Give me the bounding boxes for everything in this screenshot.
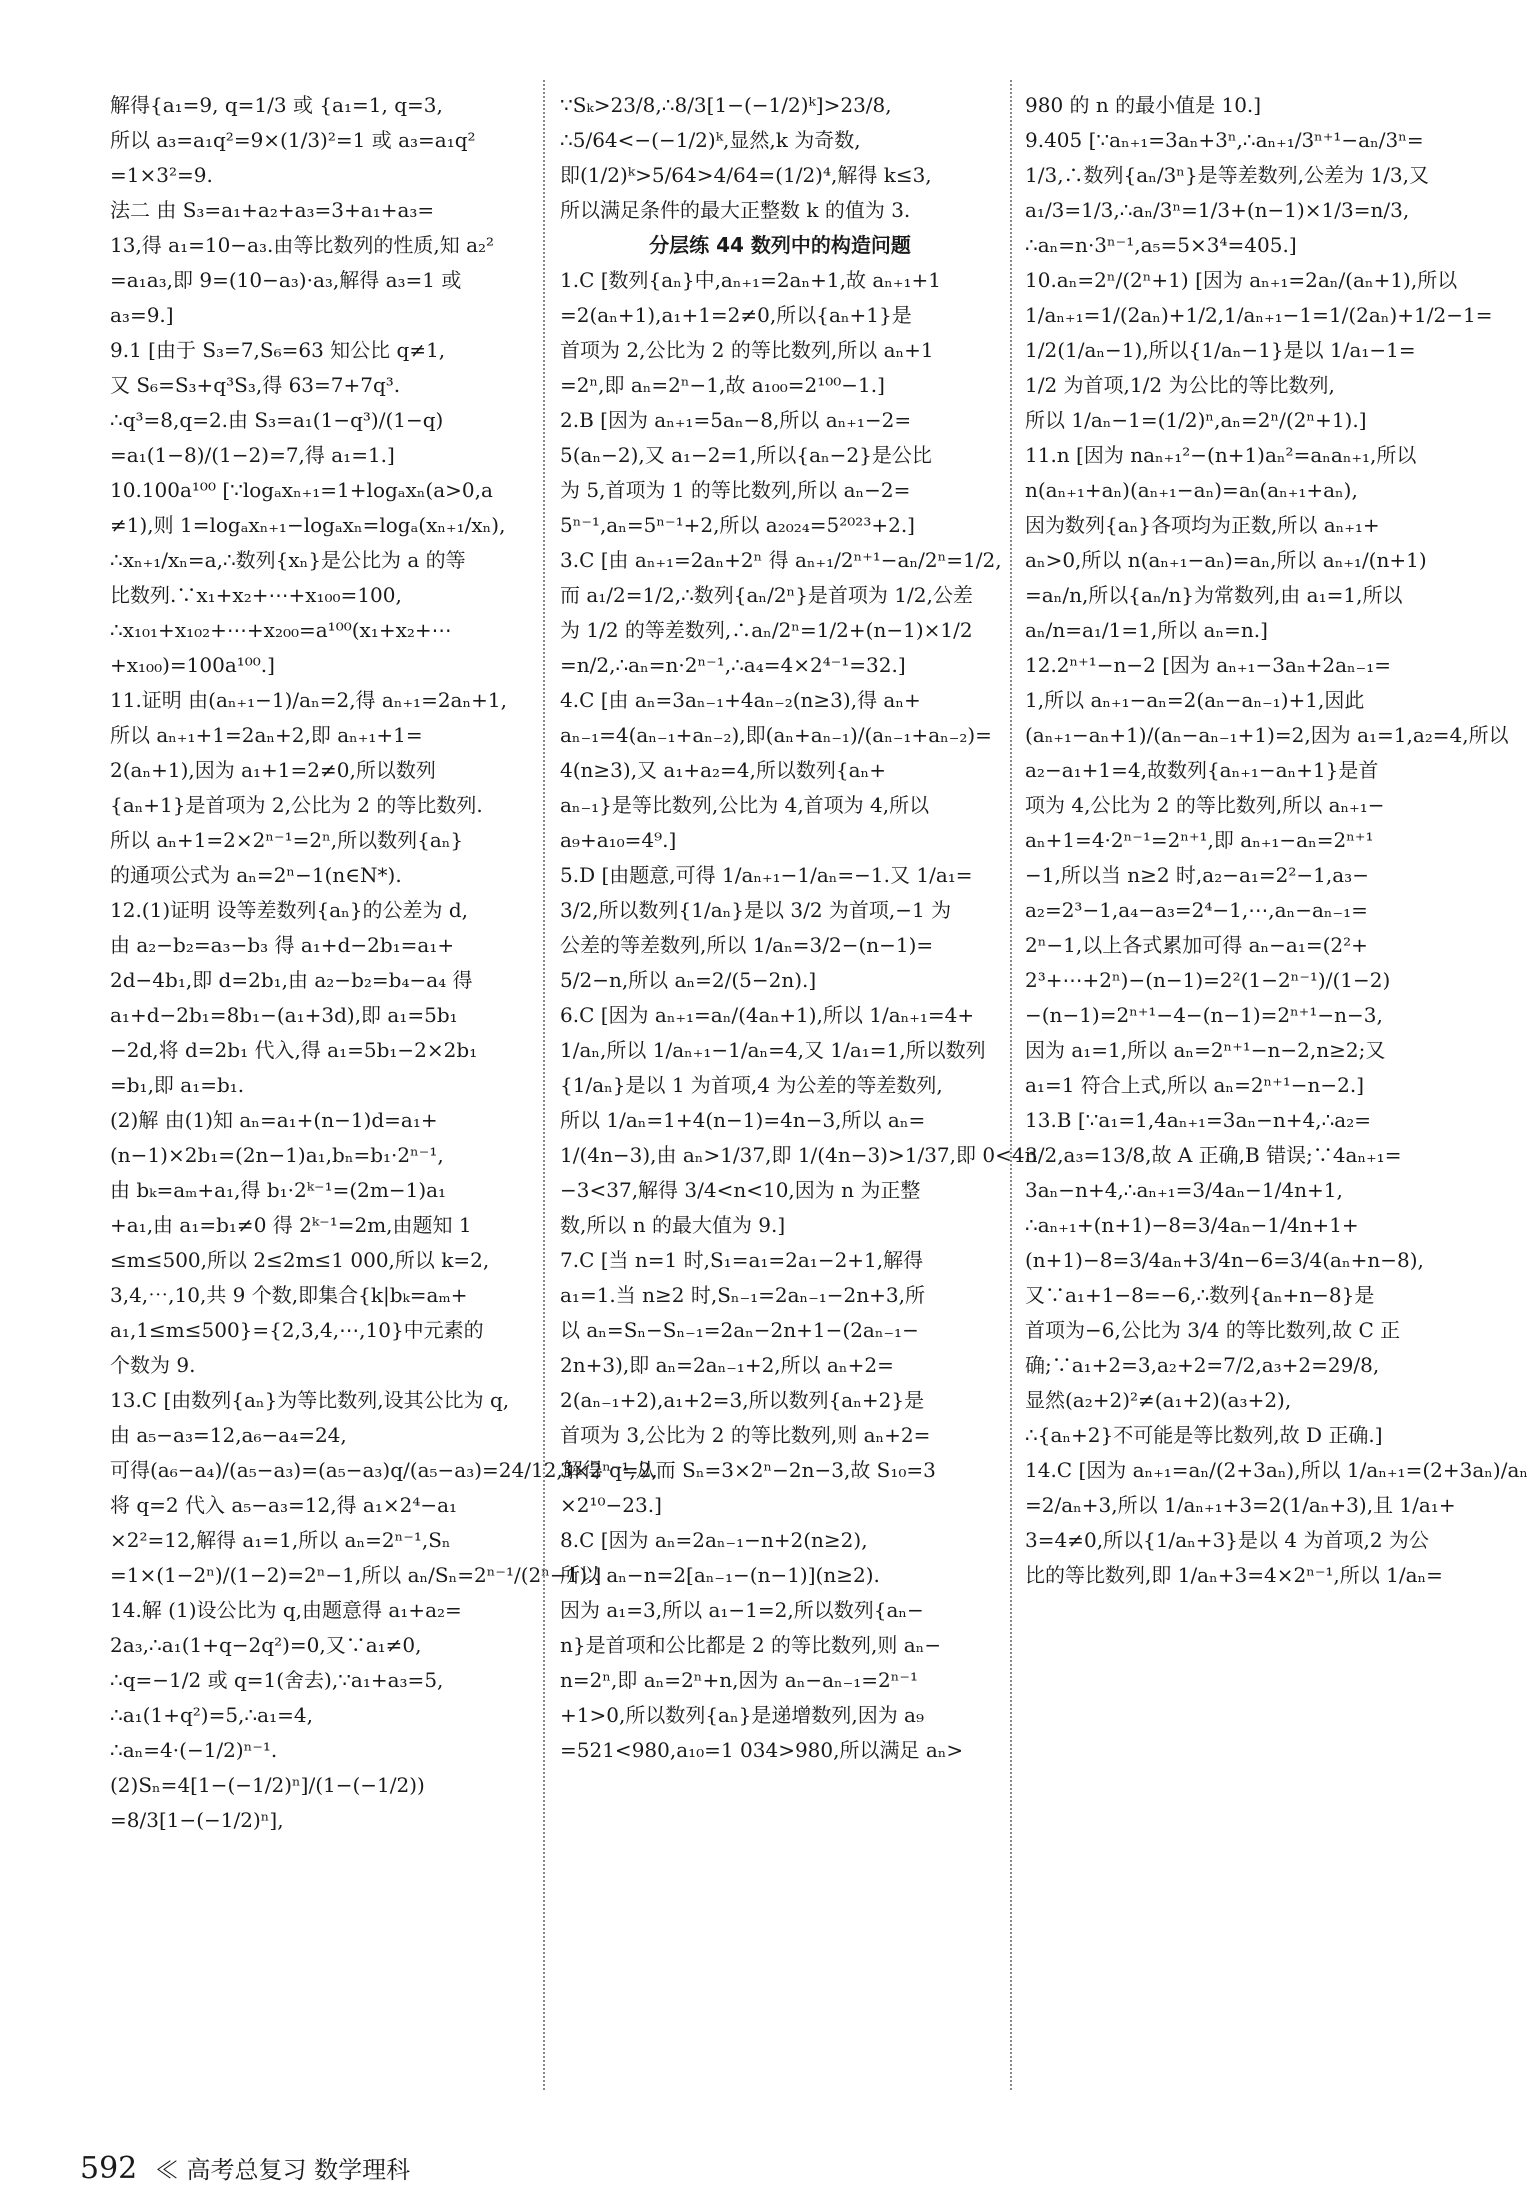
text-line: 2(aₙ₋₁+2),a₁+2=3,所以数列{aₙ+2}是 [560, 1388, 925, 1412]
text-line: a₁,1≤m≤500}={2,3,4,⋯,10}中元素的 [110, 1318, 484, 1342]
text-line: 12.2ⁿ⁺¹−n−2 [因为 aₙ₊₁−3aₙ+2aₙ₋₁= [1025, 653, 1391, 677]
text-line: 因为 a₁=1,所以 aₙ=2ⁿ⁺¹−n−2,n≥2;又 [1025, 1038, 1386, 1062]
text-line: 11.n [因为 naₙ₊₁²−(n+1)aₙ²=aₙaₙ₊₁,所以 [1025, 443, 1417, 467]
text-line: 可得(a₆−a₄)/(a₅−a₃)=(a₅−a₃)q/(a₅−a₃)=24/12,解得 q=2, [110, 1458, 658, 1482]
text-line: ∴5/64<−(−1/2)ᵏ,显然,k 为奇数, [560, 128, 861, 152]
text-line: 由 a₅−a₃=12,a₆−a₄=24, [110, 1423, 347, 1447]
text-line: 3×2ⁿ⁻¹,从而 Sₙ=3×2ⁿ−2n−3,故 S₁₀=3 [560, 1458, 936, 1482]
text-line: 1,所以 aₙ₊₁−aₙ=2(aₙ−aₙ₋₁)+1,因此 [1025, 688, 1365, 712]
text-line: =a₁(1−8)/(1−2)=7,得 a₁=1.] [110, 443, 395, 467]
text-line: a₂−a₁+1=4,故数列{aₙ₊₁−aₙ+1}是首 [1025, 758, 1379, 782]
text-line: 首项为−6,公比为 3/4 的等比数列,故 C 正 [1025, 1318, 1401, 1342]
text-line: 2a₃,∴a₁(1+q−2q²)=0,又∵a₁≠0, [110, 1633, 422, 1657]
text-line: ∴aₙ₊₁+(n+1)−8=3/4aₙ−1/4n+1+ [1025, 1213, 1359, 1237]
text-line: 所以 a₃=a₁q²=9×(1/3)²=1 或 a₃=a₁q² [110, 128, 476, 152]
text-line: a₉+a₁₀=4⁹.] [560, 828, 677, 852]
text-line: +a₁,由 a₁=b₁≠0 得 2ᵏ⁻¹=2m,由题知 1 [110, 1213, 472, 1237]
text-line: aₙ/n=a₁/1=1,所以 aₙ=n.] [1025, 618, 1268, 642]
text-line: ∴a₁(1+q²)=5,∴a₁=4, [110, 1703, 313, 1727]
text-line: 所以 aₙ₊₁+1=2aₙ+2,即 aₙ₊₁+1= [110, 723, 423, 747]
text-line: 3.C [由 aₙ₊₁=2aₙ+2ⁿ 得 aₙ₊₁/2ⁿ⁺¹−aₙ/2ⁿ=1/2, [560, 548, 1002, 572]
text-line: 1/3,∴数列{aₙ/3ⁿ}是等差数列,公差为 1/3,又 [1025, 163, 1429, 187]
text-line: 980 的 n 的最小值是 10.] [1025, 93, 1262, 117]
text-line: n=2ⁿ,即 aₙ=2ⁿ+n,因为 aₙ−aₙ₋₁=2ⁿ⁻¹ [560, 1668, 918, 1692]
column-divider [1010, 80, 1012, 2090]
text-line: 1.C [数列{aₙ}中,aₙ₊₁=2aₙ+1,故 aₙ₊₁+1 [560, 268, 941, 292]
text-line: 个数为 9. [110, 1353, 196, 1377]
text-line: 9.405 [∵aₙ₊₁=3aₙ+3ⁿ,∴aₙ₊₁/3ⁿ⁺¹−aₙ/3ⁿ= [1025, 128, 1424, 152]
text-line: 10.aₙ=2ⁿ/(2ⁿ+1) [因为 aₙ₊₁=2aₙ/(aₙ+1),所以 [1025, 268, 1458, 292]
text-line: =2ⁿ,即 aₙ=2ⁿ−1,故 a₁₀₀=2¹⁰⁰−1.] [560, 373, 885, 397]
text-line: n(aₙ₊₁+aₙ)(aₙ₊₁−aₙ)=aₙ(aₙ₊₁+aₙ), [1025, 478, 1358, 502]
text-line: 4.C [由 aₙ=3aₙ₋₁+4aₙ₋₂(n≥3),得 aₙ+ [560, 688, 921, 712]
text-line: =521<980,a₁₀=1 034>980,所以满足 aₙ> [560, 1738, 964, 1762]
section-heading: 分层练 44 数列中的构造问题 [649, 233, 911, 257]
text-line: 7.C [当 n=1 时,S₁=a₁=2a₁−2+1,解得 [560, 1248, 924, 1272]
text-line: 项为 4,公比为 2 的等比数列,所以 aₙ₊₁− [1025, 793, 1385, 817]
text-line: =1×(1−2ⁿ)/(1−2)=2ⁿ−1,所以 aₙ/Sₙ=2ⁿ⁻¹/(2ⁿ−1).] [110, 1563, 602, 1587]
text-line: a₁=1.当 n≥2 时,Sₙ₋₁=2aₙ₋₁−2n+3,所 [560, 1283, 925, 1307]
text-line: =2/aₙ+3,所以 1/aₙ₊₁+3=2(1/aₙ+3),且 1/a₁+ [1025, 1493, 1456, 1517]
text-line: 的通项公式为 aₙ=2ⁿ−1(n∈N*). [110, 863, 402, 887]
text-line: ≠1),则 1=logₐxₙ₊₁−logₐxₙ=logₐ(xₙ₊₁/xₙ), [110, 513, 506, 537]
text-line: 为 5,首项为 1 的等比数列,所以 aₙ−2= [560, 478, 911, 502]
text-line: ×2²=12,解得 a₁=1,所以 aₙ=2ⁿ⁻¹,Sₙ [110, 1528, 451, 1552]
text-line: (aₙ₊₁−aₙ+1)/(aₙ−aₙ₋₁+1)=2,因为 a₁=1,a₂=4,所以 [1025, 723, 1509, 747]
text-line: aₙ₋₁}是等比数列,公比为 4,首项为 4,所以 [560, 793, 930, 817]
text-line: 5/2−n,所以 aₙ=2/(5−2n).] [560, 968, 817, 992]
text-line: =a₁a₃,即 9=(10−a₃)·a₃,解得 a₃=1 或 [110, 268, 462, 292]
page-footer [80, 2150, 410, 2186]
text-line: +1>0,所以数列{aₙ}是递增数列,因为 a₉ [560, 1703, 925, 1727]
text-line: {aₙ+1}是首项为 2,公比为 2 的等比数列. [110, 793, 483, 817]
text-line: a₁/3=1/3,∴aₙ/3ⁿ=1/3+(n−1)×1/3=n/3, [1025, 198, 1410, 222]
text-line: 由 a₂−b₂=a₃−b₃ 得 a₁+d−2b₁=a₁+ [110, 933, 455, 957]
text-line: 6.C [因为 aₙ₊₁=aₙ/(4aₙ+1),所以 1/aₙ₊₁=4+ [560, 1003, 975, 1027]
text-line: 所以 aₙ+1=2×2ⁿ⁻¹=2ⁿ,所以数列{aₙ} [110, 828, 464, 852]
text-line: 而 a₁/2=1/2,∴数列{aₙ/2ⁿ}是首项为 1/2,公差 [560, 583, 973, 607]
text-line: 又 S₆=S₃+q³S₃,得 63=7+7q³. [110, 373, 401, 397]
text-line: −(n−1)=2ⁿ⁺¹−4−(n−1)=2ⁿ⁺¹−n−3, [1025, 1003, 1383, 1027]
text-line: 2³+⋯+2ⁿ)−(n−1)=2²(1−2ⁿ⁻¹)/(1−2) [1025, 968, 1391, 992]
text-line: 所以 1/aₙ−1=(1/2)ⁿ,aₙ=2ⁿ/(2ⁿ+1).] [1025, 408, 1367, 432]
text-line: 9.1 [由于 S₃=7,S₆=63 知公比 q≠1, [110, 338, 446, 362]
text-line: (2)Sₙ=4[1−(−1/2)ⁿ]/(1−(−1/2)) [110, 1773, 425, 1797]
text-line: 由 bₖ=aₘ+a₁,得 b₁·2ᵏ⁻¹=(2m−1)a₁ [110, 1178, 447, 1202]
text-line: ∴q=−1/2 或 q=1(舍去),∵a₁+a₃=5, [110, 1668, 444, 1692]
text-line: 2(aₙ+1),因为 a₁+1=2≠0,所以数列 [110, 758, 436, 782]
text-line: a₁=1 符合上式,所以 aₙ=2ⁿ⁺¹−n−2.] [1025, 1073, 1365, 1097]
text-line: 3/2,所以数列{1/aₙ}是以 3/2 为首项,−1 为 [560, 898, 952, 922]
text-line: 2ⁿ−1,以上各式累加可得 aₙ−a₁=(2²+ [1025, 933, 1368, 957]
text-line: 首项为 2,公比为 2 的等比数列,所以 aₙ+1 [560, 338, 934, 362]
text-line: 所以 1/aₙ=1+4(n−1)=4n−3,所以 aₙ= [560, 1108, 926, 1132]
text-line: −3<37,解得 3/4<n<10,因为 n 为正整 [560, 1178, 921, 1202]
text-line: 因为 a₁=3,所以 a₁−1=2,所以数列{aₙ− [560, 1598, 924, 1622]
text-line: 4(n≥3),又 a₁+a₂=4,所以数列{aₙ+ [560, 758, 886, 782]
text-line: −2d,将 d=2b₁ 代入,得 a₁=5b₁−2×2b₁ [110, 1038, 478, 1062]
text-line: 10.100a¹⁰⁰ [∵logₐxₙ₊₁=1+logₐxₙ(a>0,a [110, 478, 493, 502]
text-line: =2(aₙ+1),a₁+1=2≠0,所以{aₙ+1}是 [560, 303, 912, 327]
text-line: ∵Sₖ>23/8,∴8/3[1−(−1/2)ᵏ]>23/8, [560, 93, 892, 117]
text-line: ∴x₁₀₁+x₁₀₂+⋯+x₂₀₀=a¹⁰⁰(x₁+x₂+⋯ [110, 618, 452, 642]
text-line: a₂=2³−1,a₄−a₃=2⁴−1,⋯,aₙ−aₙ₋₁= [1025, 898, 1368, 922]
text-line: 数,所以 n 的最大值为 9.] [560, 1213, 786, 1237]
text-line: =aₙ/n,所以{aₙ/n}为常数列,由 a₁=1,所以 [1025, 583, 1403, 607]
text-line: 1/2 为首项,1/2 为公比的等比数列, [1025, 373, 1335, 397]
answer-column-2 [560, 88, 1038, 1768]
text-line: 法二 由 S₃=a₁+a₂+a₃=3+a₁+a₃= [110, 198, 435, 222]
text-line: ≤m≤500,所以 2≤2m≤1 000,所以 k=2, [110, 1248, 490, 1272]
text-line: 1/aₙ,所以 1/aₙ₊₁−1/aₙ=4,又 1/a₁=1,所以数列 [560, 1038, 986, 1062]
text-line: 2d−4b₁,即 d=2b₁,由 a₂−b₂=b₄−a₄ 得 [110, 968, 473, 992]
text-line: 公差的等差数列,所以 1/aₙ=3/2−(n−1)= [560, 933, 934, 957]
text-line: 5ⁿ⁻¹,aₙ=5ⁿ⁻¹+2,所以 a₂₀₂₄=5²⁰²³+2.] [560, 513, 915, 537]
text-line: 将 q=2 代入 a₅−a₃=12,得 a₁×2⁴−a₁ [110, 1493, 458, 1517]
text-line: (2)解 由(1)知 aₙ=a₁+(n−1)d=a₁+ [110, 1108, 438, 1132]
text-line: 5(aₙ−2),又 a₁−2=1,所以{aₙ−2}是公比 [560, 443, 932, 467]
text-line: 首项为 3,公比为 2 的等比数列,则 aₙ+2= [560, 1423, 931, 1447]
text-line: ∴xₙ₊₁/xₙ=a,∴数列{xₙ}是公比为 a 的等 [110, 548, 466, 572]
text-line: {1/aₙ}是以 1 为首项,4 为公差的等差数列, [560, 1073, 943, 1097]
text-line: aₙ>0,所以 n(aₙ₊₁−aₙ)=aₙ,所以 aₙ₊₁/(n+1) [1025, 548, 1427, 572]
text-line: 以 aₙ=Sₙ−Sₙ₋₁=2aₙ−2n+1−(2aₙ₋₁− [560, 1318, 919, 1342]
text-line: 13,得 a₁=10−a₃.由等比数列的性质,知 a₂² [110, 233, 495, 257]
text-line: 1/2(1/aₙ−1),所以{1/aₙ−1}是以 1/a₁−1= [1025, 338, 1416, 362]
text-line: 3aₙ−n+4,∴aₙ₊₁=3/4aₙ−1/4n+1, [1025, 1178, 1343, 1202]
text-line: 11.证明 由(aₙ₊₁−1)/aₙ=2,得 aₙ₊₁=2aₙ+1, [110, 688, 507, 712]
text-line: 显然(a₂+2)²≠(a₁+2)(a₃+2), [1025, 1388, 1292, 1412]
text-line: =b₁,即 a₁=b₁. [110, 1073, 245, 1097]
text-line: 3=4≠0,所以{1/aₙ+3}是以 4 为首项,2 为公 [1025, 1528, 1429, 1552]
text-line: 2.B [因为 aₙ₊₁=5aₙ−8,所以 aₙ₊₁−2= [560, 408, 912, 432]
text-line: 确;∵a₁+2=3,a₂+2=7/2,a₃+2=29/8, [1025, 1353, 1380, 1377]
text-line: 所以满足条件的最大正整数 k 的值为 3. [560, 198, 911, 222]
text-line: aₙ+1=4·2ⁿ⁻¹=2ⁿ⁺¹,即 aₙ₊₁−aₙ=2ⁿ⁺¹ [1025, 828, 1374, 852]
page-number: 592 [80, 2151, 138, 2186]
text-line: 即(1/2)ᵏ>5/64>4/64=(1/2)⁴,解得 k≤3, [560, 163, 932, 187]
text-line: 2n+3),即 aₙ=2aₙ₋₁+2,所以 aₙ+2= [560, 1353, 894, 1377]
text-line: 14.解 (1)设公比为 q,由题意得 a₁+a₂= [110, 1598, 462, 1622]
text-line: −1,所以当 n≥2 时,a₂−a₁=2²−1,a₃− [1025, 863, 1369, 887]
text-line: =n/2,∴aₙ=n·2ⁿ⁻¹,∴a₄=4×2⁴⁻¹=32.] [560, 653, 906, 677]
text-line: 又∵a₁+1−8=−6,∴数列{aₙ+n−8}是 [1025, 1283, 1375, 1307]
text-line: a₃=9.] [110, 303, 174, 327]
answer-column-3 [1025, 88, 1528, 1593]
text-line: (n−1)×2b₁=(2n−1)a₁,bₙ=b₁·2ⁿ⁻¹, [110, 1143, 444, 1167]
text-line: ∴q³=8,q=2.由 S₃=a₁(1−q³)/(1−q) [110, 408, 444, 432]
text-line: aₙ₋₁=4(aₙ₋₁+aₙ₋₂),即(aₙ+aₙ₋₁)/(aₙ₋₁+aₙ₋₂)= [560, 723, 992, 747]
text-line: 为 1/2 的等差数列,∴aₙ/2ⁿ=1/2+(n−1)×1/2 [560, 618, 973, 642]
text-line: =8/3[1−(−1/2)ⁿ], [110, 1808, 284, 1832]
text-line: =1×3²=9. [110, 163, 213, 187]
text-line: 12.(1)证明 设等差数列{aₙ}的公差为 d, [110, 898, 469, 922]
text-line: 比的等比数列,即 1/aₙ+3=4×2ⁿ⁻¹,所以 1/aₙ= [1025, 1563, 1443, 1587]
text-line: 13.C [由数列{aₙ}为等比数列,设其公比为 q, [110, 1388, 510, 1412]
text-line: n}是首项和公比都是 2 的等比数列,则 aₙ− [560, 1633, 942, 1657]
text-line: 8.C [因为 aₙ=2aₙ₋₁−n+2(n≥2), [560, 1528, 868, 1552]
text-line: ∴{aₙ+2}不可能是等比数列,故 D 正确.] [1025, 1423, 1383, 1447]
book-title: ≪ 高考总复习 数学理科 [154, 2156, 411, 2184]
text-line: 3,4,⋯,10,共 9 个数,即集合{k|bₖ=aₘ+ [110, 1283, 468, 1307]
text-line: ×2¹⁰−23.] [560, 1493, 662, 1517]
text-line: 5.D [由题意,可得 1/aₙ₊₁−1/aₙ=−1.又 1/a₁= [560, 863, 973, 887]
text-line: 因为数列{aₙ}各项均为正数,所以 aₙ₊₁+ [1025, 513, 1380, 537]
text-line: 3/2,a₃=13/8,故 A 正确,B 错误;∵4aₙ₊₁= [1025, 1143, 1402, 1167]
text-line: 13.B [∵a₁=1,4aₙ₊₁=3aₙ−n+4,∴a₂= [1025, 1108, 1372, 1132]
text-line: +x₁₀₀)=100a¹⁰⁰.] [110, 653, 275, 677]
text-line: 1/(4n−3),由 aₙ>1/37,即 1/(4n−3)>1/37,即 0<4n [560, 1143, 1038, 1167]
text-line: a₁+d−2b₁=8b₁−(a₁+3d),即 a₁=5b₁ [110, 1003, 458, 1027]
text-line: 所以 aₙ−n=2[aₙ₋₁−(n−1)](n≥2). [560, 1563, 880, 1587]
text-line: 比数列.∵x₁+x₂+⋯+x₁₀₀=100, [110, 583, 402, 607]
column-divider [543, 80, 545, 2090]
text-line: (n+1)−8=3/4aₙ+3/4n−6=3/4(aₙ+n−8), [1025, 1248, 1424, 1272]
text-line: ∴aₙ=n·3ⁿ⁻¹,a₅=5×3⁴=405.] [1025, 233, 1297, 257]
text-line: 解得{a₁=9, q=1/3 或 {a₁=1, q=3, [110, 93, 443, 117]
text-line: 1/aₙ₊₁=1/(2aₙ)+1/2,1/aₙ₊₁−1=1/(2aₙ)+1/2−1= [1025, 303, 1493, 327]
text-line: ∴aₙ=4·(−1/2)ⁿ⁻¹. [110, 1738, 278, 1762]
text-line: 14.C [因为 aₙ₊₁=aₙ/(2+3aₙ),所以 1/aₙ₊₁=(2+3aₙ)/aₙ [1025, 1458, 1528, 1482]
